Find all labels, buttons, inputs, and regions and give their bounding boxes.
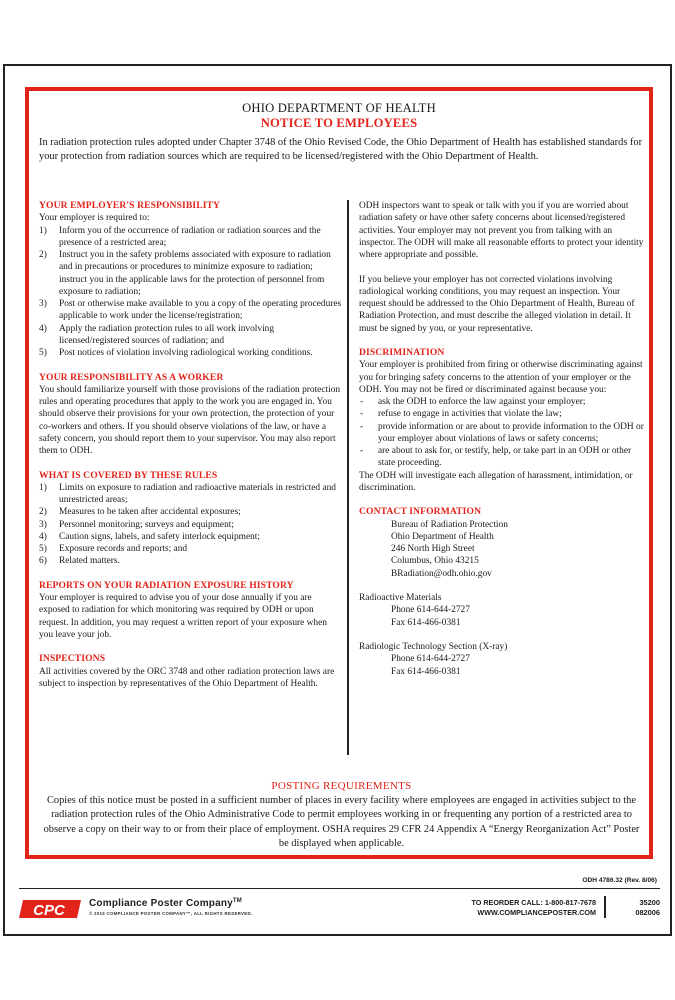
list-item: 3) Post or otherwise make available to you a copy of the operating procedures applicable to work under the license/registration; — [39, 299, 342, 322]
footer-divider — [604, 896, 606, 918]
list-item: 6) Related matters. — [39, 556, 120, 567]
section-heading-covered: WHAT IS COVERED BY THESE RULES — [39, 469, 218, 481]
contact-address-line: Ohio Department of Health — [391, 531, 494, 542]
inspections-paragraph-2: If you believe your employer has not corrected violations involving radiological working conditions, you may request an inspection. Your request should be addressed to the Ohio Department of Health, Bureau of Radiation Protection, and must describe the alleged violation in detail. It must be signed by you, or your representative. — [359, 274, 635, 334]
inspections-paragraph-1: ODH inspectors want to speak or talk with you if you are worried about radiation safety or have other safety concerns about licensed/registered activities. Your employer may not prevent you from talking with an inspector. The ODH will make all reasonable efforts to protect your identity where appropriate and possible. — [359, 201, 644, 260]
section-heading-discrimination: DISCRIMINATION — [359, 347, 445, 358]
contact-address-line: 246 North High Street — [391, 544, 475, 554]
radioactive-materials-label: Radioactive Materials — [359, 593, 442, 603]
column-divider — [347, 200, 349, 755]
posting-heading: POSTING REQUIREMENTS — [271, 780, 412, 792]
list-item: 2) Measures to be taken after accidental exposures; — [39, 507, 241, 518]
list-item: 3) Personnel monitoring; surveys and equipment; — [39, 519, 234, 530]
list-item: 1) Limits on exposure to radiation and radioactive materials in restricted and unrestricted areas; — [39, 482, 336, 505]
reports-text: Your employer is required to advise you of your dose annually if you are exposed to radiation for which monitoring was required by ODH or upon request. In addition, you may request a written report of your exposure when you leave your job. — [39, 593, 327, 640]
section-heading-reports: REPORTS ON YOUR RADIATION EXPOSURE HISTORY — [39, 579, 294, 591]
discrimination-lead: Your employer is prohibited from firing or otherwise discriminating against you for bringing safety concerns to the attention of your employer or the ODH. You may not be fired or discriminated against because you: — [359, 360, 643, 395]
reorder-phone: TO REORDER CALL: 1-800-817-7678 — [471, 898, 596, 907]
section-heading-worker: YOUR RESPONSIBILITY AS A WORKER — [39, 371, 224, 383]
employer-lead: Your employer is required to: — [39, 213, 150, 224]
list-item: 4) Caution signs, labels, and safety interlock equipment; — [39, 531, 260, 542]
right-column — [359, 200, 645, 678]
website-link[interactable]: WWW.COMPLIANCEPOSTER.COM — [477, 908, 596, 917]
notice-title: NOTICE TO EMPLOYEES — [260, 116, 418, 130]
poster-codes — [635, 898, 660, 918]
worker-text: You should familiarize yourself with those provisions of the radiation protection rules and operating procedures that apply to the work you are engaged in. You should observe their provisions for your own protection, the protection of your co-workers and others. If you should observe violations of the law, or have a safety concern, you should report them to your supervisor. You may also report them to ODH. — [39, 384, 341, 456]
xray-section-label: Radiologic Technology Section (X-ray) — [359, 642, 508, 652]
list-item: - refuse to engage in activities that violate the law; — [360, 409, 562, 420]
section-heading-contact: CONTACT INFORMATION — [359, 506, 482, 518]
left-column — [39, 200, 342, 690]
radioactive-fax: Fax 614-466-0381 — [391, 617, 461, 628]
notice-frame — [25, 87, 653, 859]
notice-header — [29, 101, 649, 131]
poster-sheet — [3, 64, 672, 936]
posting-requirements — [39, 779, 644, 852]
contact-email: BRadiation@odh.ohio.gov — [391, 568, 492, 579]
form-number: ODH 4786.32 (Rev. 8/06) — [582, 877, 657, 884]
list-item: - provide information or are about to provide information to the ODH or your employer about violations of laws or safety concerns; — [360, 421, 644, 444]
list-item: 2) Instruct you in the safety problems associated with exposure to radiation and in precautions or procedures to minimize exposure to radiation; instruct you in the applicable laws for the protection of personnel from exposure to radiation; — [39, 250, 331, 297]
list-item: - ask the ODH to enforce the law against your employer; — [360, 397, 586, 407]
footer — [19, 893, 660, 923]
cpc-logo — [19, 896, 83, 922]
list-item: 5) Post notices of violation involving radiological working conditions. — [39, 348, 313, 358]
list-item: 5) Exposure records and reports; and — [39, 544, 188, 554]
intro-paragraph: In radiation protection rules adopted under Chapter 3748 of the Ohio Revised Code, the Ohio Department of Health has established standards for your protection from radiation sources which are required to be licensed/registered with the Ohio Department of Health. — [39, 137, 643, 162]
discrimination-closing: The ODH will investigate each allegation of harassment, intimidation, or discrimination. — [359, 470, 633, 493]
radioactive-phone: Phone 614-644-2727 — [391, 605, 470, 616]
footer-rule — [19, 888, 660, 889]
company-name: Compliance Poster Company™ — [89, 898, 242, 909]
list-item: 1) Inform you of the occurrence of radiation or radiation sources and the presence of a restricted area; — [39, 225, 321, 248]
copyright: © 2015 COMPLIANCE POSTER COMPANY™, ALL RIGHTS RESERVED. — [89, 911, 253, 916]
poster-code: 35200 — [639, 898, 660, 907]
section-heading-employer: YOUR EMPLOYER'S RESPONSIBILITY — [39, 200, 221, 211]
xray-phone: Phone 614-644-2727 — [391, 654, 470, 665]
svg-text:CPC: CPC — [33, 902, 65, 919]
xray-fax: Fax 614-466-0381 — [391, 666, 461, 677]
posting-text: Copies of this notice must be posted in a sufficient number of places in every facility where employees are engaged in activities subject to the radiation protection rules of the Ohio Administrative Code to permit employees working in or frequenting any portion of a restricted area to observe a copy on their way to or from their place of employment. OSHA requires 29 CFR 24 Appendix A “Energy Reorganization Act” Poster be displayed when applicable. — [43, 794, 640, 849]
inspections-text: All activities covered by the ORC 3748 and other radiation protection laws are subject to inspection by representatives of the Ohio Department of Health. — [39, 666, 335, 689]
section-heading-inspections: INSPECTIONS — [39, 653, 106, 665]
contact-address-line: Bureau of Radiation Protection — [391, 519, 508, 530]
poster-date-code: 082006 — [635, 908, 660, 917]
list-item: 4) Apply the radiation protection rules to all work involving licensed/registered sources of radiation; and — [39, 323, 275, 346]
reorder-info — [472, 898, 597, 918]
agency-name: OHIO DEPARTMENT OF HEALTH — [242, 101, 436, 115]
contact-address-line: Columbus, Ohio 43215 — [391, 556, 479, 567]
list-item: - are about to ask for, or testify, help, or take part in an ODH or other state proceeding. — [360, 446, 632, 469]
